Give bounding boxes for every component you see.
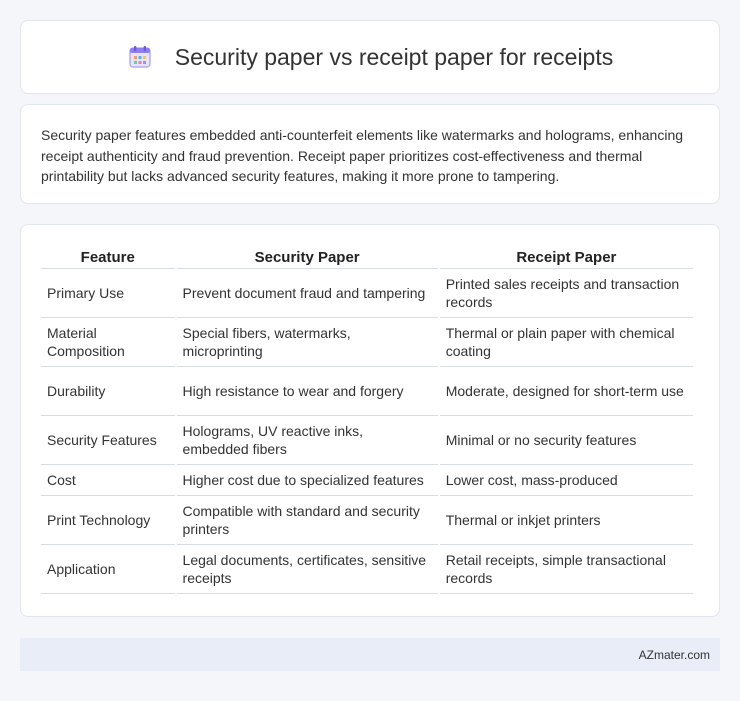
summary-text: Security paper features embedded anti-counterfeit elements like watermarks and holograms, enhancing receipt authenticity and fraud prevention. Receipt paper prioritizes cost-effectiveness and thermal printability but lacks advanced security features, making it more prone to tampering. bbox=[41, 127, 684, 184]
table-row bbox=[41, 367, 693, 416]
table-header-row bbox=[41, 245, 693, 269]
security-paper-cell: High resistance to wear and forgery bbox=[177, 367, 438, 416]
comparison-table-card bbox=[20, 224, 720, 617]
receipt-paper-cell: Lower cost, mass-produced bbox=[440, 465, 693, 496]
column-header-receipt-paper: Receipt Paper bbox=[440, 245, 693, 269]
table-row bbox=[41, 269, 693, 318]
footer-brand: AZmater.com bbox=[638, 647, 710, 662]
feature-cell: Durability bbox=[41, 367, 175, 416]
column-header-security-paper: Security Paper bbox=[177, 245, 438, 269]
receipt-paper-cell: Thermal or inkjet printers bbox=[440, 496, 693, 545]
calendar-icon bbox=[127, 44, 153, 70]
receipt-paper-cell: Minimal or no security features bbox=[440, 416, 693, 465]
table-row bbox=[41, 496, 693, 545]
summary-card bbox=[20, 104, 720, 204]
table-row bbox=[41, 545, 693, 594]
security-paper-cell: Compatible with standard and security printers bbox=[177, 496, 438, 545]
feature-cell: Security Features bbox=[41, 416, 175, 465]
receipt-paper-cell: Thermal or plain paper with chemical coating bbox=[440, 318, 693, 367]
table-row bbox=[41, 465, 693, 496]
comparison-table bbox=[39, 245, 695, 594]
footer bbox=[20, 638, 720, 671]
feature-cell: Material Composition bbox=[41, 318, 175, 367]
feature-cell: Cost bbox=[41, 465, 175, 496]
security-paper-cell: Legal documents, certificates, sensitive receipts bbox=[177, 545, 438, 594]
title-card bbox=[20, 20, 720, 94]
page-title: Security paper vs receipt paper for receipts bbox=[174, 43, 614, 70]
security-paper-cell: Prevent document fraud and tampering bbox=[177, 269, 438, 318]
receipt-paper-cell: Moderate, designed for short-term use bbox=[440, 367, 693, 416]
feature-cell: Application bbox=[41, 545, 175, 594]
column-header-feature: Feature bbox=[41, 245, 175, 269]
table-row bbox=[41, 416, 693, 465]
feature-cell: Primary Use bbox=[41, 269, 175, 318]
security-paper-cell: Holograms, UV reactive inks, embedded fibers bbox=[177, 416, 438, 465]
table-row bbox=[41, 318, 693, 367]
receipt-paper-cell: Retail receipts, simple transactional records bbox=[440, 545, 693, 594]
security-paper-cell: Special fibers, watermarks, microprinting bbox=[177, 318, 438, 367]
feature-cell: Print Technology bbox=[41, 496, 175, 545]
receipt-paper-cell: Printed sales receipts and transaction records bbox=[440, 269, 693, 318]
security-paper-cell: Higher cost due to specialized features bbox=[177, 465, 438, 496]
